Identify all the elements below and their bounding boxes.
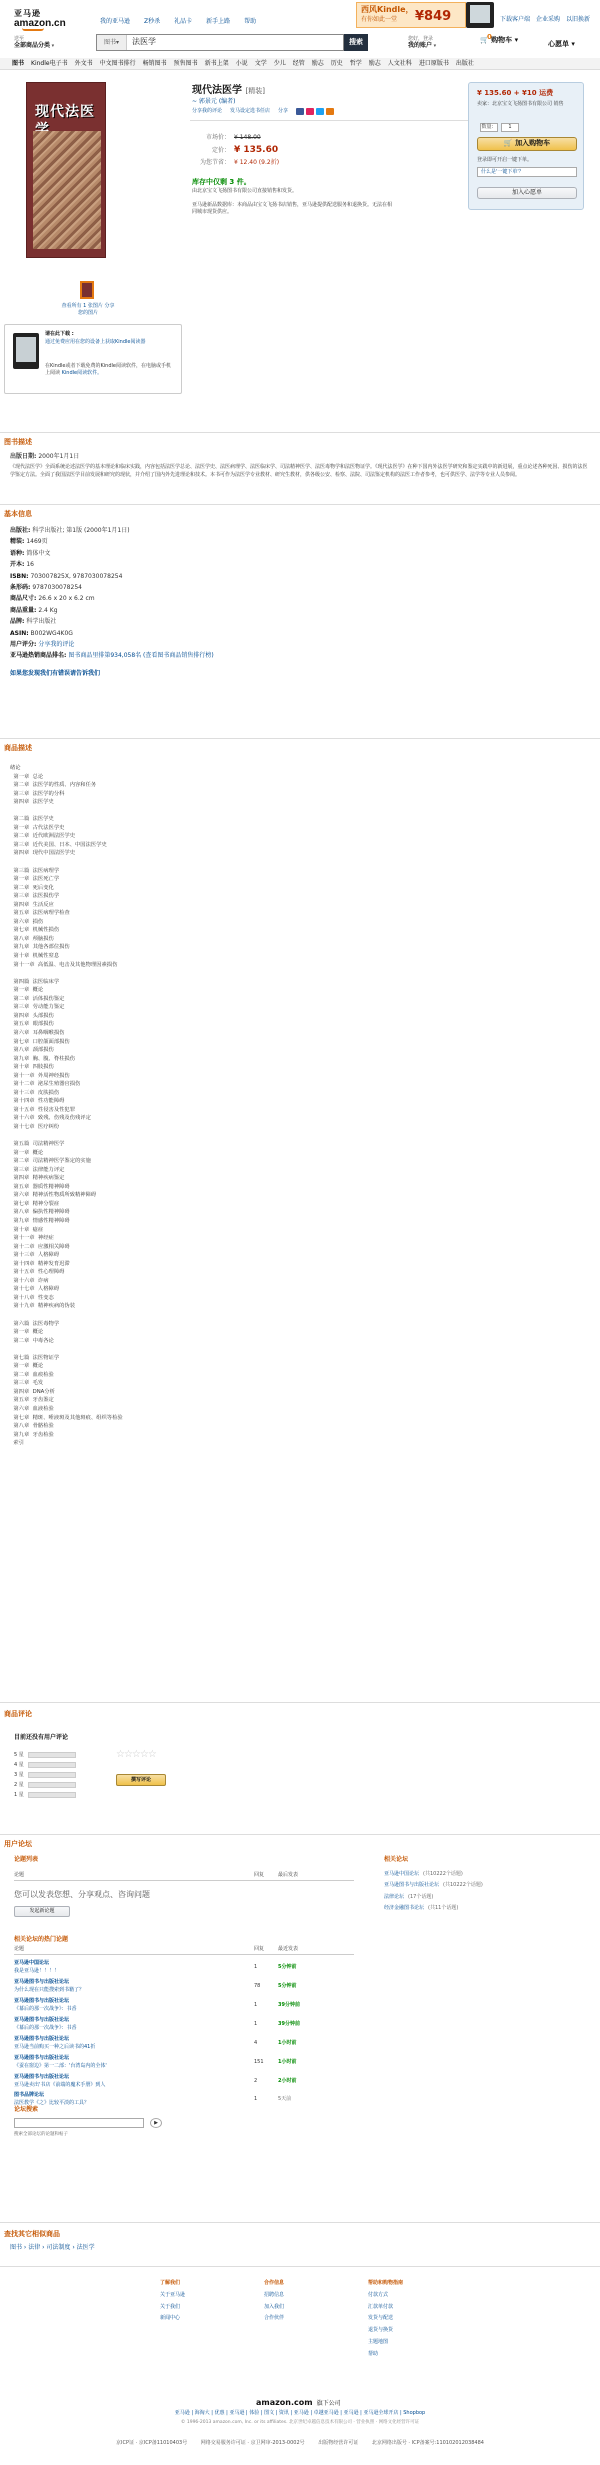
divider — [0, 504, 600, 505]
site-header — [0, 0, 600, 60]
related-topic-row: 亚马逊图书与出版社论坛 亚马逊当前购买一种之后读书的41折 4 1小时前 — [14, 2036, 297, 2050]
search-input[interactable]: 法医学 — [132, 37, 156, 47]
top-links — [100, 18, 256, 26]
star-row[interactable]: 4 星 — [14, 1760, 76, 1770]
view-all-images-link[interactable]: 查看所有 1 张图片 分享您的图片 — [61, 303, 115, 316]
footer-link[interactable]: 汇款单付款 — [368, 2303, 394, 2310]
sales-rank-link[interactable]: 图书商品里排第934,058名 (查看图书商品销售排行榜) — [68, 652, 214, 660]
nav-item[interactable]: 历史 — [330, 59, 343, 67]
related-forum-item[interactable]: 亚马逊图书与出版社论坛 (共10222个话题) — [384, 1882, 483, 1889]
one-click-info-link[interactable]: 什么是'一键下单'？ — [477, 167, 577, 177]
top-link-flash[interactable]: Z秒杀 — [144, 18, 161, 25]
cover-pattern — [33, 131, 101, 249]
divider — [0, 1834, 600, 1835]
nav-item[interactable]: 新书上架 — [204, 59, 229, 67]
add-to-wishlist-button[interactable]: 加入心愿单 — [477, 187, 577, 199]
seller-info[interactable]: 由北京宝文飞扬图书有限公司直接销售和发货。 — [192, 188, 298, 194]
product-actions — [192, 108, 334, 115]
divider — [190, 120, 490, 121]
section-browse-title: 查找其它相似商品 — [4, 2230, 60, 2238]
savings: ¥ 12.40 (9.2折) — [234, 159, 280, 166]
category-breadcrumb[interactable]: 图书 › 法律 › 司法制度 › 法医学 — [10, 2244, 95, 2251]
kindle-app-box: 请在此下载 : 通过免费应用在您的设备上获取Kindle阅读器 在Kindle或者下载免费的Kindle阅读软件，在电脑或手机上阅读 Kindle阅读软件。 — [4, 324, 182, 394]
footer-links[interactable]: 亚马逊 | 海淘大 | 优惠 | 亚马逊 | 体验 | 图文 | 资讯 | 亚马逊 | 卓越亚马逊 | 亚马逊 | 亚马逊全球开店 | Shopbop — [174, 2410, 426, 2416]
download-client-link[interactable]: 下载客户端 — [500, 16, 531, 23]
star-row[interactable]: 3 星 — [14, 1770, 76, 1780]
search-button[interactable]: 搜索 — [344, 34, 368, 51]
nav-item[interactable]: 出版社 — [455, 59, 474, 67]
star-row[interactable]: 1 星 — [14, 1790, 76, 1800]
footer-col-partner: 合作信息 招聘信息 加入我们 合作伙伴 — [264, 2278, 284, 2325]
star-row[interactable]: 5 星 — [14, 1750, 76, 1760]
footer-link[interactable]: 关于我们 — [160, 2303, 181, 2310]
search-category-select[interactable]: 图书 ▾ — [97, 35, 127, 50]
nav-item[interactable]: 励志 — [311, 59, 324, 67]
share-icons — [296, 108, 334, 115]
related-table-header: 论题 回复 最近发表 — [14, 1946, 354, 1955]
divider — [0, 432, 600, 433]
category-menu[interactable]: 送至 全部商品分类 ▾ — [14, 36, 55, 49]
add-to-cart-button[interactable]: 🛒 加入购物车 — [477, 137, 577, 151]
star-row[interactable]: 2 星 — [14, 1780, 76, 1790]
top-link-help[interactable]: 帮助 — [244, 18, 257, 25]
related-topic-row: 亚马逊图书与出版社论坛 《幕后的那一次战争》：书香 1 39分钟前 — [14, 2017, 300, 2031]
related-forum-item[interactable]: 亚马逊中国论坛 (共10222个话题) — [384, 1870, 463, 1877]
section-description-title: 图书描述 — [4, 438, 32, 446]
buybox-seller[interactable]: 卖家：北京宝文飞扬图书有限公司 销售 — [477, 101, 564, 107]
quantity-select[interactable]: 数量： 1 — [477, 123, 519, 132]
product-details — [10, 525, 214, 679]
detail-row: 精装: 1469页 — [10, 538, 48, 546]
no-reviews-caption: 目前还没有用户评论 — [14, 1734, 69, 1741]
weibo-share-icon[interactable] — [306, 108, 314, 115]
footer-legal: 京ICP证 · 京ICP备11010403号 网络交易服务许可证 · 京卫网审-2013-0002号 出版物经营许可证 北京网络出版号 · ICP备案号:110102012038484 — [116, 2440, 484, 2446]
header-right-links — [500, 16, 590, 24]
buybox-price: ¥ 135.60 + ¥10 运费 — [477, 89, 554, 97]
related-topics-title: 相关论坛的热门论题 — [14, 1936, 69, 1943]
price-block: 市场价： ¥ 148.00 定价： ¥ 135.60 为您节省： ¥ 12.40 (9.2折) — [199, 134, 280, 166]
footer-link[interactable]: 关于亚马逊 — [160, 2291, 186, 2298]
email-share-icon[interactable] — [296, 108, 304, 115]
section-contents-title: 商品描述 — [4, 744, 32, 752]
new-topic-button[interactable]: 发起新论题 — [14, 1906, 70, 1917]
stock-status: 库存中仅剩 3 件。 — [192, 178, 251, 186]
detail-row: 条形码: 9787030078254 — [10, 584, 82, 592]
footer-copyright: © 1996-2013 amazon.com, Inc. or its affiliates. 北京世纪卓越信息技术有限公司 · 营业执照 · 网络文化经营许可证 — [180, 2420, 420, 2425]
footer-link[interactable]: 发货与配送 — [368, 2315, 394, 2322]
detail-row: 出版社: 科学出版社; 第1版 (2000年1月1日) — [10, 527, 130, 534]
table-of-contents: 绪论 第一章 总论 第二章 法医学的性质、内容和任务 第三章 法医学的分科 第四章 法医学史 第二篇 法医学史 第一章 古代法医学史 第二章 近代欧洲法医学史 第三章 近代美国、日本、中国法医学史 第四章 现代中国法医学史 第三篇 法医病理学 第一章 法医死亡学 第二章 死后变化 第三章 法医损伤学 第四章 生活反应 第五章 法医病理学检查 第六章 损伤 第七章 机械性损伤 第八章 颅脑损伤 第九章 其他各部位损伤 第十章 机械性窒息 第十一章 高低温、电击及其他物理因素损伤 第四篇 法医临床学 第一章 概论 第二章 活体损伤鉴定 第三章 劳动能力鉴定 第四章 头部损伤 第五章 眼部损伤 第六章 耳鼻咽喉损伤 第七章 口腔颌面部损伤 第八章 颈部损伤 第九章 胸、腹、脊柱损伤 第十章 四肢损伤 第十一章 外周神经损伤 第十二章 泌尿生殖器官损伤 第十三章 皮肤损伤 第十四章 性功能障碍 第十五章 性侵害及性犯罪 第十六章 致残、伤残及伤残评定 第十七章 医疗纠纷 第五篇 司法精神医学 第一章 概论 第二章 司法精神医学鉴定的实施 第三章 法律能力评定 第四章 精神疾病鉴定 第五章 器质性精神障碍 第六章 精神活性物质所致精神障碍 第七章 精神分裂症 第八章 偏执性精神障碍 第九章 情感性精神障碍 第十章 癔症 第十一章 神经症 第十二章 应激相关障碍 第十三章 人格障碍 第十四章 精神发育迟滞 第十五章 性心理障碍 第十六章 诈病 第十七章 人格障碍 第十八章 性变态 第十九章 精神疾病的伪装 第六篇 法医毒物学 第一章 概论 第二章 中毒各论 第七篇 法医物证学 第一章 概论 第二章 血痕检验 第三章 毛发 第四章 DNA分析 第五章 牙齿鉴定 第六章 血液检验 第七章 精斑、唾液斑及其他斑痕、组织等检验 第八章 骨骼检验 第九章 牙齿检验 索引 — [10, 765, 123, 1447]
detail-row: ASIN: B002WG4K0G — [10, 629, 73, 637]
related-topic-row: 亚马逊图书与出版社论坛 《幕后的那一次战争》：书香 1 39分钟前 — [14, 1998, 300, 2012]
detail-row: 用户评分: 分享我的评论 — [10, 641, 75, 649]
divider — [0, 2222, 600, 2223]
average-stars-icon: ☆☆☆☆☆ — [116, 1749, 156, 1760]
footer-col-about: 了解我们 关于亚马逊 关于我们 新闻中心 — [160, 2278, 185, 2325]
author-link[interactable]: ~ 郭景元 (编者) — [192, 98, 236, 105]
product-title: 现代法医学 [精装] — [192, 85, 265, 96]
nav-item[interactable]: 文学 — [254, 59, 267, 67]
account-menu[interactable]: 您好，登录 我的账户 ▾ — [408, 36, 437, 49]
related-topic-row: 亚马逊图书与出版社论坛 亚马逊卖出'书店《前端的魔术手册》到人 2 2小时前 — [14, 2074, 297, 2088]
section-reviews-title: 商品评论 — [4, 1710, 32, 1718]
chevron-down-icon: ▾ — [51, 43, 55, 49]
search-box — [96, 34, 344, 51]
detail-row: 开本: 16 — [10, 561, 34, 569]
divider — [0, 738, 600, 739]
footer-logo[interactable]: amazon.com 旗下公司 — [256, 2398, 341, 2407]
cart-icon: 🛒 — [503, 139, 516, 148]
nav-item[interactable]: 图书 — [12, 59, 25, 67]
related-forum-item[interactable]: 经济金融图书论坛 (共11个话题) — [384, 1905, 459, 1912]
nav-item[interactable]: 预售图书 — [173, 59, 198, 67]
topic-list-title: 论题列表 — [14, 1856, 39, 1863]
divider — [0, 2266, 600, 2267]
other-versions-link[interactable]: 发马设定选书任店 — [230, 108, 271, 115]
forum-search-input[interactable] — [14, 2118, 144, 2128]
write-review-link[interactable]: 分享我的评论 — [192, 108, 223, 115]
share-link[interactable]: 分享 — [278, 108, 289, 115]
description-text: 《现代法医学》全面系统论述法医学的基本理论和临床实践，内容包括法医学总论、法医学史、法医病理学、法医临床学、司法精神医学、法医毒物学和法医物证学。《现代法医学》在种下国内外法医学研究和鉴定实践中的新进展，重点论述各种死因、损伤的法医学鉴定方法。全面了我国法医学目前发展和研究的现状，并介绍了国内外先进理论和技术。本书可作为法医学专业教材、研究生教材，供各级公安、检察、法院、司法鉴定机构的法医工作者参考，也可供医学、法学等专业人员参阅。 — [10, 464, 588, 478]
trade-in-link[interactable]: 以旧换新 — [566, 16, 591, 23]
footer-col-help: 帮助和购物指南 付款方式 汇款单付款 发货与配送 退货与换货 主题地图 帮助 — [368, 2278, 403, 2361]
nav-item[interactable]: 外文书 — [74, 59, 93, 67]
sale-price: ¥ 135.60 — [234, 145, 279, 155]
forum-search-note: 搜索全部论坛的论题和帖子 — [14, 2132, 68, 2137]
buy-box — [468, 82, 584, 210]
business-link[interactable]: 企业采购 — [536, 16, 561, 23]
write-review-button[interactable]: 撰写评论 — [116, 1774, 166, 1786]
forum-search-go-icon[interactable]: ▶ — [150, 2118, 162, 2128]
nav-item[interactable]: 哲学 — [349, 59, 362, 67]
amazon-logo[interactable]: 亚马逊 amazon.cn — [14, 9, 66, 30]
related-topic-row: 亚马逊图书与出版社论坛 为什么现在只能搜索到书籍了？ 78 5分钟前 — [14, 1979, 297, 1993]
footer-columns — [0, 2278, 600, 2388]
book-cover-image[interactable]: 现代法医 — [26, 82, 106, 258]
nav-item[interactable]: 人文社科 — [387, 59, 412, 67]
nav-item[interactable]: 畅销图书 — [142, 59, 167, 67]
related-topic-row: 亚马逊中国论坛 我是亚马逊！！！！ 1 5分钟前 — [14, 1960, 297, 1974]
rate-link[interactable]: 分享我的评论 — [38, 641, 75, 649]
kindle-app-link[interactable]: 通过免费应用在您的设备上获取Kindle阅读器 — [45, 339, 146, 345]
wishlist-menu[interactable]: 心愿单 ▾ — [548, 40, 575, 48]
kindle-promo-banner[interactable]: 西风Kindle， 有你如此一堂 ¥849 — [356, 2, 466, 28]
list-price: ¥ 148.00 — [234, 134, 261, 141]
nav-item[interactable]: 进口原版书 — [418, 59, 449, 67]
nav-item[interactable]: 励志 — [368, 59, 381, 67]
qq-share-icon[interactable] — [316, 108, 324, 115]
cover-thumbnail[interactable] — [80, 281, 94, 299]
footer-link[interactable]: 主题地图 — [368, 2338, 389, 2345]
detail-row: 亚马逊热销商品排名: 图书商品里排第934,058名 (查看图书商品销售排行榜) — [10, 652, 214, 660]
kindle-icon — [13, 333, 39, 369]
topic-table-header: 论题 回复 最后发表 — [14, 1872, 354, 1881]
related-forum-item[interactable]: 法律论坛 (17个话题) — [384, 1893, 434, 1900]
footer-link[interactable]: 加入我们 — [264, 2303, 285, 2310]
cart-icon: 🛒 — [480, 36, 489, 44]
promo-text: 亚马逊新品数据库：本商品由宝文飞扬书店销售，亚马逊提供配送服务和退换货。无法在相同城市现货供应。 — [192, 202, 393, 215]
nav-item[interactable]: 小说 — [235, 59, 248, 67]
section-basic-info-title: 基本信息 — [4, 510, 32, 518]
detail-row: 语种: 简体中文 — [10, 549, 51, 557]
one-click-login-link[interactable]: 登录即可开启一键下单。 — [477, 157, 533, 163]
detail-row: 商品重量: 2.4 Kg — [10, 606, 58, 614]
section-forum-title: 用户论坛 — [4, 1840, 32, 1848]
top-link-newbie[interactable]: 新手上路 — [206, 18, 231, 25]
footer-link[interactable]: 新闻中心 — [160, 2315, 181, 2322]
divider — [0, 1702, 600, 1703]
top-link-giftcard[interactable]: 礼品卡 — [174, 18, 193, 25]
footer-link[interactable]: 付款方式 — [368, 2291, 389, 2298]
related-topic-row: 亚马逊图书与出版社论坛 《蚕在窗边》第一二部：'台湾岛内的全体' 151 1小时前 — [14, 2055, 297, 2069]
top-link-my-amazon[interactable]: 我的亚马逊 — [100, 18, 131, 25]
related-forums: 相关论坛 亚马逊中国论坛 (共10222个话题) 亚马逊图书与出版社论坛 (共10222个话题) 法律论坛 (17个话题) 经济金融图书论坛 (共11个话题) — [384, 1856, 483, 1915]
related-topic-row: 图书品牌论坛 法医教学《之》比较平淡的工具？ 1 5天前 — [14, 2092, 292, 2106]
footer-link[interactable]: 帮助 — [368, 2350, 379, 2357]
detail-row: 商品尺寸: 26.6 x 20 x 6.2 cm — [10, 595, 95, 603]
publication-date: 出版日期: 2000年1月1日 — [10, 453, 80, 460]
nav-item[interactable]: Kindle电子书 — [31, 59, 68, 67]
kindle-device-image[interactable] — [466, 2, 494, 28]
nav-item[interactable]: 少儿 — [273, 59, 286, 67]
detail-row: 品牌: 科学出版社 — [10, 618, 57, 626]
footer-link[interactable]: 招聘信息 — [264, 2291, 285, 2298]
kindle-software-link[interactable]: Kindle阅读软件。 — [61, 370, 103, 376]
rss-share-icon[interactable] — [326, 108, 334, 115]
forum-search-title: 论坛搜索 — [14, 2106, 39, 2113]
report-error-link[interactable]: 如果您发现我们有错误请告诉我们 — [10, 669, 101, 677]
cart-button[interactable]: 🛒 0 购物车 ▾ — [480, 33, 519, 44]
category-nav — [0, 58, 600, 70]
footer-link[interactable]: 退货与换货 — [368, 2327, 394, 2334]
footer-link[interactable]: 合作伙伴 — [264, 2315, 285, 2322]
star-histogram — [14, 1750, 76, 1800]
cart-count: 0 — [487, 33, 492, 41]
forum-pitch: 您可以发表您想、分享观点、咨询问题 — [14, 1890, 150, 1899]
detail-row: ISBN: 703007825X, 9787030078254 — [10, 572, 123, 580]
nav-item[interactable]: 中文图书排行 — [99, 59, 136, 67]
nav-item[interactable]: 经管 — [292, 59, 305, 67]
